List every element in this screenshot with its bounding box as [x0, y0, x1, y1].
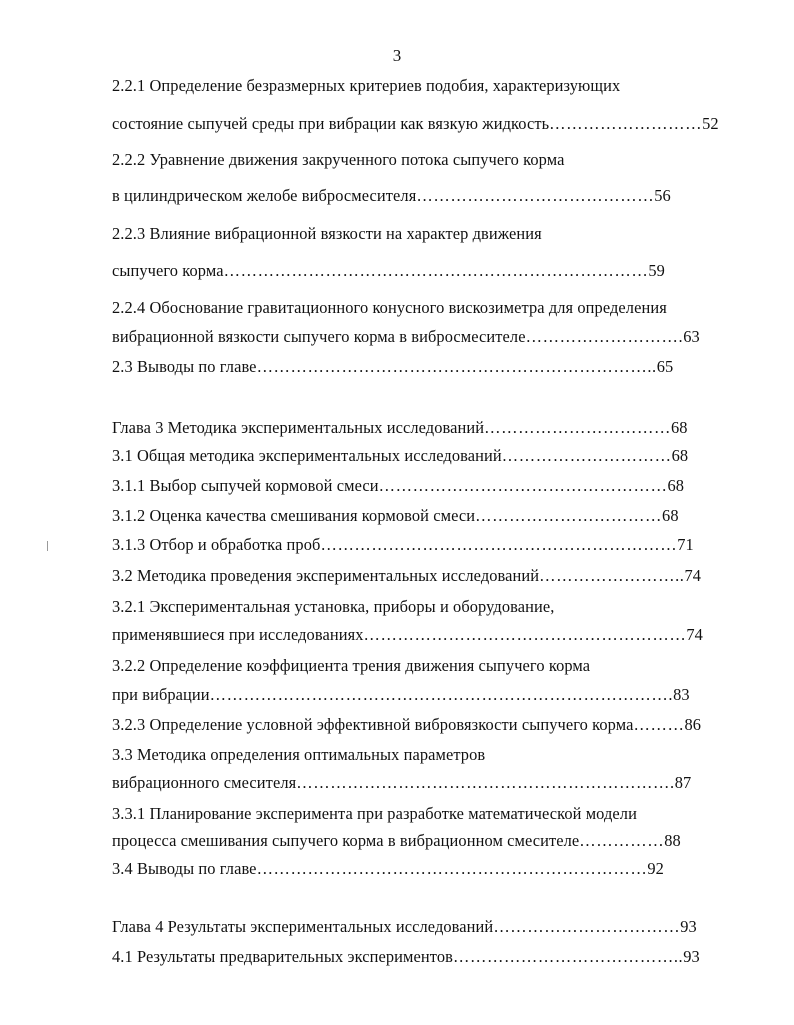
toc-page-number: 68 — [671, 446, 689, 465]
toc-page-number: 88 — [664, 831, 681, 850]
toc-leader-dots: ……………………… — [549, 114, 703, 133]
toc-line — [112, 535, 694, 555]
toc-entry-text: 3.1.3 Отбор и обработка проб — [112, 535, 321, 554]
toc-leader-dots: …………………………………………………………… — [256, 859, 648, 878]
toc-line — [112, 715, 701, 735]
toc-line — [112, 186, 671, 206]
toc-leader-dots: …………………………………………………………….. — [256, 357, 657, 376]
toc-entry-text: вибрационного смесителя — [112, 773, 297, 792]
toc-line — [112, 656, 590, 676]
toc-entry-text: 2.2.2 Уравнение движения закрученного потока сыпучего корма — [112, 150, 565, 169]
page-number: 3 — [392, 46, 402, 65]
toc-entry-text: 3.3 Методика определения оптимальных параметров — [112, 745, 486, 764]
toc-line — [112, 298, 667, 318]
toc-leader-dots: …………………………… — [484, 418, 672, 437]
toc-page-number: 68 — [671, 418, 688, 437]
toc-line — [112, 76, 620, 96]
toc-entry-text: 2.2.4 Обоснование гравитационного конусного вискозиметра для определения — [112, 298, 667, 317]
toc-page-number: 71 — [677, 535, 694, 554]
toc-page-number: 92 — [647, 859, 664, 878]
toc-line — [112, 859, 664, 879]
toc-page-number: 68 — [662, 506, 679, 525]
toc-entry-text: состояние сыпучей среды при вибрации как вязкую жидкость — [112, 114, 550, 133]
toc-line — [112, 773, 691, 793]
toc-leader-dots: ……… — [633, 715, 685, 734]
toc-entry-text: 2.2.1 Определение безразмерных критериев подобия, характеризующих — [112, 76, 621, 95]
margin-mark — [47, 541, 48, 551]
toc-page-number: 74 — [686, 625, 703, 644]
toc-leader-dots: ………………………. — [525, 327, 684, 346]
toc-entry-text: сыпучего корма — [112, 261, 224, 280]
toc-page-number: 74 — [684, 566, 702, 585]
toc-entry-text: 3.2.1 Экспериментальная установка, приборы и оборудование, — [112, 597, 555, 616]
toc-leader-dots: …………………………… — [493, 917, 681, 936]
toc-line — [112, 804, 637, 824]
toc-entry-text: 2.3 Выводы по главе — [112, 357, 257, 376]
toc-chapter-line — [112, 418, 688, 438]
toc-leader-dots: ………………………………….. — [452, 947, 684, 966]
toc-line — [112, 685, 690, 705]
toc-line — [112, 566, 701, 586]
toc-line — [112, 114, 719, 134]
toc-page-number: 87 — [674, 773, 692, 792]
toc-leader-dots: ………………………………………………………………… — [223, 261, 649, 280]
toc-line — [112, 506, 679, 526]
toc-leader-dots: …………………………………………………………. — [296, 773, 675, 792]
toc-entry-text: 3.2.2 Определение коэффициента трения движения сыпучего корма — [112, 656, 591, 675]
toc-entry-text: 3.1 Общая методика экспериментальных исследований — [112, 446, 502, 465]
toc-page-number: 83 — [673, 685, 690, 704]
toc-entry-text: 3.4 Выводы по главе — [112, 859, 257, 878]
toc-page-number: 68 — [667, 476, 685, 495]
toc-line — [112, 831, 681, 851]
toc-entry-text: применявшиеся при исследованиях — [112, 625, 364, 644]
toc-leader-dots: …………………………………………… — [378, 476, 668, 495]
toc-page-number: 65 — [656, 357, 674, 376]
toc-entry-text: Глава 4 Результаты экспериментальных исследований — [112, 917, 494, 936]
toc-entry-text: 3.2.3 Определение условной эффективной вибровязкости сыпучего корма — [112, 715, 634, 734]
toc-entry-text: в цилиндрическом желобе вибросмесителя — [112, 186, 417, 205]
toc-leader-dots: …………… — [579, 831, 665, 850]
toc-leader-dots: ………………………………………………………………………. — [209, 685, 674, 704]
toc-entry-text: процесса смешивания сыпучего корма в вибрационном смесителе — [112, 831, 580, 850]
toc-leader-dots: ………………………… — [501, 446, 672, 465]
toc-entry-text: 4.1 Результаты предварительных экспериментов — [112, 947, 453, 966]
toc-leader-dots: ……………………………………………………… — [320, 535, 678, 554]
toc-entry-text: 3.1.1 Выбор сыпучей кормовой смеси — [112, 476, 379, 495]
toc-line — [112, 150, 564, 170]
toc-line — [112, 947, 700, 967]
toc-page-number: 59 — [648, 261, 665, 280]
toc-line — [112, 357, 673, 377]
toc-page-number: 93 — [680, 917, 697, 936]
toc-line — [112, 625, 703, 645]
toc-line — [112, 745, 485, 765]
toc-leader-dots: …………………………………… — [416, 186, 655, 205]
toc-entry-text: 2.2.3 Влияние вибрационной вязкости на характер движения — [112, 224, 542, 243]
toc-leader-dots: ………………………………………………… — [363, 625, 687, 644]
toc-line — [112, 327, 700, 347]
toc-entry-text: вибрационной вязкости сыпучего корма в вибросмесителе — [112, 327, 526, 346]
toc-line — [112, 446, 688, 466]
toc-entry-text: при вибрации — [112, 685, 210, 704]
toc-line — [112, 224, 542, 244]
toc-line — [112, 261, 665, 281]
toc-line — [112, 476, 684, 496]
toc-entry-text: 3.2 Методика проведения экспериментальных исследований — [112, 566, 540, 585]
toc-chapter-line — [112, 917, 697, 937]
toc-entry-text: 3.3.1 Планирование эксперимента при разработке математической модели — [112, 804, 637, 823]
toc-page-number: 93 — [683, 947, 700, 966]
toc-page-number: 56 — [654, 186, 671, 205]
toc-entry-text: Глава 3 Методика экспериментальных исследований — [112, 418, 485, 437]
toc-page-number: 86 — [684, 715, 702, 734]
toc-page-number: 63 — [683, 327, 700, 346]
toc-leader-dots: …………………….. — [539, 566, 685, 585]
toc-page-number: 52 — [702, 114, 719, 133]
toc-line — [112, 597, 554, 617]
toc-entry-text: 3.1.2 Оценка качества смешивания кормовой смеси — [112, 506, 476, 525]
toc-leader-dots: …………………………… — [475, 506, 663, 525]
